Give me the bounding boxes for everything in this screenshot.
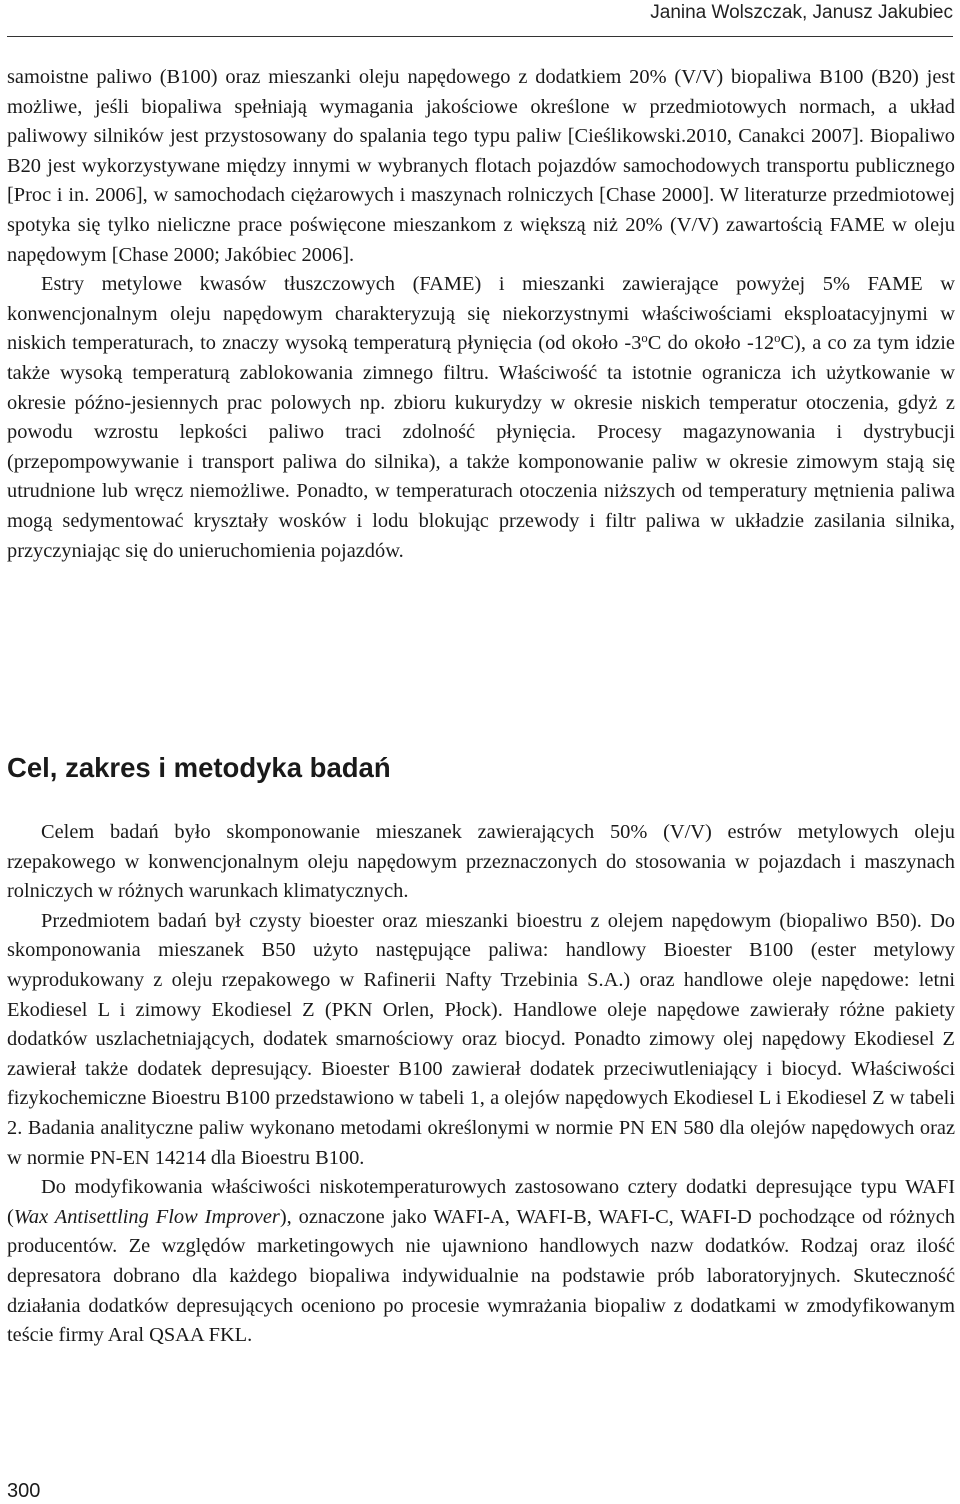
paragraph-research-goal: Celem badań było skomponowanie mieszanek zawierających 50% (V/V) estrów metylowych oleju rzepakowego w konwencjonalnym oleju napędowym przeznaczonych do stosowania w pojazdach i maszynach rolniczych w różnych warunkach klimatycznych. <box>7 821 955 903</box>
paragraph-text: Estry metylowe kwasów tłuszczowych (FAME) i mieszanki zawierające powyżej 5% FAME w konwencjonalnym oleju napędowym charakteryzują się niekorzystnymi właściwościami eksploatacyjnymi w niskich temperaturach, to znaczy wysoką temperaturą płynięcia (od około -3 <box>7 273 955 355</box>
paragraph-continued: samoistne paliwo (B100) oraz mieszanki oleju napędowego z dodatkiem 20% (V/V) biopaliwa B100 (B20) jest możliwe, jeśli biopaliwa spełniają wymagania jakościowe określone w przedmiotowych normach, a układ paliwowy silników jest przystosowany do spalania tego typu paliw [Cieślikowski.2010, Canakci 2007]. Biopaliwo B20 jest wykorzystywane między innymi w wybranych flotach pojazdów samochodowych transportu publicznego [Proc i in. 2006], w samochodach ciężarowych i maszynach rolniczych [Chase 2000]. W literaturze przedmiotowej spotyka się tylko nieliczne prace poświęcone mieszankom z większą niż 20% (V/V) zawartością FAME w oleju napędowym [Chase 2000; Jakóbiec 2006]. <box>7 66 955 266</box>
paragraph-research-subject: Przedmiotem badań był czysty bioester oraz mieszanki bioestru z olejem napędowym (biopaliwo B50). Do skomponowania mieszanek B50 użyto następujące paliwa: handlowy Bioester B100 (ester metylowy wyprodukowany z oleju rzepakowego w Rafinerii Nafty Trzebinia S.A.) oraz handlowe oleje napędowe: letni Ekodiesel L i zimowy Ekodiesel Z (PKN Orlen, Płock). Handlowe oleje napędowe zawierały różne pakiety dodatków uszlachetniających, dodatek smarnościowy oraz biocyd. Ponadto zimowy olej napędowy Ekodiesel Z zawierał także dodatek depresujący. Bioester B100 zawierał dodatek przeciwutleniający i biocyd. Właściwości fizykochemiczne Bioestru B100 przedstawiono w tabeli 1, a olejów napędowych Ekodiesel L i Ekodiesel Z w tabeli 2. Badania analityczne paliw wykonano metodami określonymi w normie PN EN 580 dla olejów napędowych oraz w normie PN-EN 14214 dla Bioestru B100. <box>7 909 955 1169</box>
paragraph-text: C do około -12 <box>647 332 775 355</box>
paragraph-text: Do modyfikowania właściwości niskotemperaturowych zastosowano cztery dodatki depresujące typu WAFI ( <box>7 1176 955 1228</box>
degree-symbol: o <box>774 331 781 346</box>
italic-term: Wax Antisettling Flow Improver <box>13 1205 280 1228</box>
paragraph-text: C), a co za tym idzie także wysoką temperaturą zablokowania zimnego filtru. Właściwość ta istotnie ogranicza ich użytkowanie w okresie późno-jesiennych prac polowych np. zbioru kukurydzy w okresie niskich temperatur otoczenia, gdyż z powodu wzrostu lepkości paliwo traci zdolność płynięcia. Procesy magazynowania i dystrybucji (przepompowywanie i transport paliwa do silnika), a także komponowanie paliw w okresie zimowym stają się utrudnione lub wręcz niemożliwe. Ponadto, w temperaturach otoczenia niższych od temperatury mętnienia paliwa mogą sedymentować kryształy wosków i lodu blokując przewody i filtr paliwa w układzie zasilania silnika, przyczyniając się do unieruchomienia pojazdów. <box>7 332 955 562</box>
running-header-authors: Janina Wolszczak, Janusz Jakubiec <box>650 2 953 23</box>
paragraph-text: ), oznaczone jako WAFI-A, WAFI-B, WAFI-C, WAFI-D pochodzące od różnych producentów. Ze względów marketingowych nie ujawniono handlowych nazw dodatków. Rodzaj oraz ilość depresatora dobrano dla każdego biopaliwa indywidualnie na podstawie prób laboratoryjnych. Skuteczność działania dodatków depresujących oceniono po procesie wymrażania biopaliw z dodatkami w zmodyfikowanym teście firmy Aral QSAA FKL. <box>7 1205 955 1347</box>
degree-symbol: o <box>641 331 648 346</box>
methods-text-block <box>7 818 955 1351</box>
page-number: 300 <box>7 1480 41 1502</box>
header-divider <box>7 36 953 37</box>
section-heading: Cel, zakres i metodyka badań <box>7 752 391 783</box>
paragraph-fame-properties <box>7 270 955 566</box>
intro-text-block <box>7 63 955 566</box>
paragraph-additives <box>7 1173 955 1351</box>
